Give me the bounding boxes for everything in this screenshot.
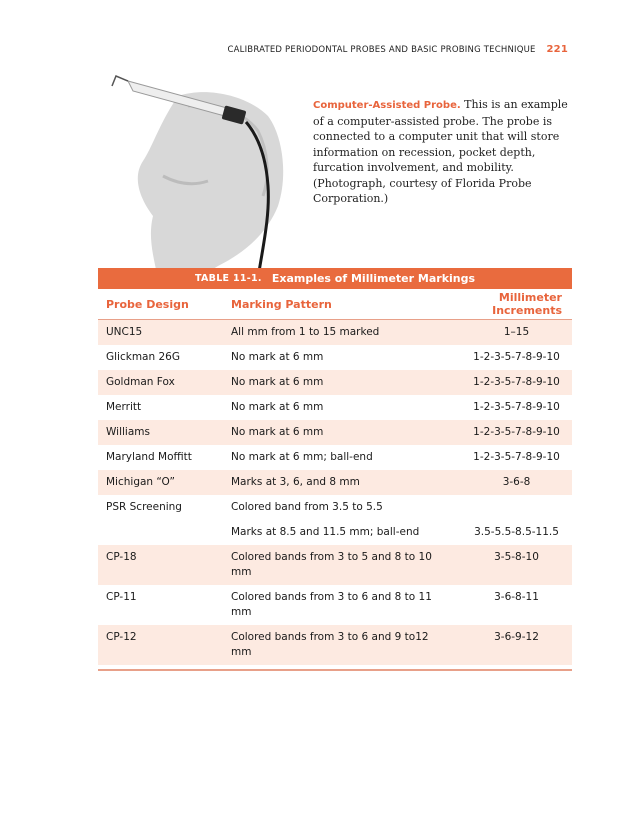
increments-cell: 1–15 bbox=[503, 326, 530, 338]
marking-pattern-cell: Colored bands from 3 to 5 and 8 to 10 mm bbox=[231, 551, 432, 578]
marking-pattern-cell: Marks at 3, 6, and 8 mm bbox=[231, 476, 360, 488]
probe-design-cell: UNC15 bbox=[106, 326, 143, 338]
table-row bbox=[98, 625, 572, 665]
increments-cell: 3.5-5.5-8.5-11.5 bbox=[474, 526, 559, 538]
table-row bbox=[98, 585, 572, 625]
table-title-bar bbox=[98, 268, 572, 289]
increments-cell: 3-6-8 bbox=[502, 476, 531, 488]
marking-pattern-cell: Colored bands from 3 to 6 and 8 to 11 mm bbox=[231, 591, 432, 618]
probe-design-cell: CP-11 bbox=[106, 591, 137, 603]
increments-cell: 1-2-3-5-7-8-9-10 bbox=[473, 451, 560, 463]
table-row bbox=[98, 370, 572, 395]
table-bottom-rule bbox=[98, 669, 572, 671]
table-label: TABLE 11-1. bbox=[194, 273, 262, 284]
probe-design-cell: Goldman Fox bbox=[106, 376, 175, 388]
table-title: Examples of Millimeter Markings bbox=[271, 272, 476, 285]
page-number: 221 bbox=[546, 44, 568, 55]
probe-photo bbox=[98, 66, 303, 278]
probe-design-cell: Glickman 26G bbox=[106, 351, 180, 363]
caption-title: Computer-Assisted Probe. bbox=[313, 100, 461, 111]
increments-cell bbox=[441, 500, 572, 515]
probe-hand-illustration bbox=[98, 66, 303, 278]
table-row bbox=[98, 320, 572, 345]
marking-pattern-cell: Colored bands from 3 to 6 and 9 to12 mm bbox=[231, 631, 429, 658]
probe-design-cell: CP-18 bbox=[106, 551, 137, 563]
table-column-headers bbox=[98, 289, 572, 320]
marking-pattern-cell: No mark at 6 mm bbox=[231, 401, 324, 413]
probe-design-cell: CP-12 bbox=[106, 631, 137, 643]
markings-table bbox=[98, 268, 572, 671]
marking-pattern-cell: No mark at 6 mm bbox=[231, 426, 324, 438]
table-row bbox=[98, 395, 572, 420]
probe-design-cell: PSR Screening bbox=[106, 501, 182, 513]
increments-cell: 1-2-3-5-7-8-9-10 bbox=[473, 351, 560, 363]
marking-pattern-cell: No mark at 6 mm bbox=[231, 376, 324, 388]
probe-design-cell bbox=[98, 525, 231, 540]
probe-design-cell: Maryland Moffitt bbox=[106, 451, 192, 463]
caption-body: This is an example of a computer-assisted probe. The probe is connected to a computer unit that will store information on recession, pocket depth, furcation involvement, and mobility. (Photograph, courtesy of Florida Probe Corporation.) bbox=[313, 98, 568, 205]
marking-pattern-cell: Marks at 8.5 and 11.5 mm; ball-end bbox=[231, 526, 420, 538]
marking-pattern-cell: All mm from 1 to 15 marked bbox=[231, 326, 380, 338]
increments-cell: 3-5-8-10 bbox=[494, 551, 539, 563]
increments-cell: 3-6-8-11 bbox=[494, 591, 539, 603]
probe-design-cell: Michigan “O” bbox=[106, 476, 175, 488]
table-row bbox=[98, 445, 572, 470]
increments-cell: 1-2-3-5-7-8-9-10 bbox=[473, 401, 560, 413]
table-row bbox=[98, 420, 572, 445]
table-row bbox=[98, 520, 572, 545]
marking-pattern-cell: No mark at 6 mm; ball-end bbox=[231, 451, 373, 463]
figure-caption bbox=[313, 97, 575, 207]
probe-design-cell: Merritt bbox=[106, 401, 142, 413]
marking-pattern-cell: No mark at 6 mm bbox=[231, 351, 324, 363]
table-row bbox=[98, 345, 572, 370]
column-header-increments: Millimeter Increments bbox=[492, 291, 562, 317]
running-head bbox=[228, 44, 569, 55]
column-header-pattern: Marking Pattern bbox=[231, 297, 332, 311]
running-head-text: CALIBRATED PERIODONTAL PROBES AND BASIC PROBING TECHNIQUE bbox=[227, 45, 536, 55]
column-header-design: Probe Design bbox=[106, 297, 189, 311]
table-body bbox=[98, 320, 572, 665]
increments-cell: 1-2-3-5-7-8-9-10 bbox=[473, 426, 560, 438]
marking-pattern-cell: Colored band from 3.5 to 5.5 bbox=[231, 501, 383, 513]
table-row bbox=[98, 470, 572, 495]
table-row bbox=[98, 545, 572, 585]
increments-cell: 1-2-3-5-7-8-9-10 bbox=[473, 376, 560, 388]
increments-cell: 3-6-9-12 bbox=[494, 631, 539, 643]
table-row bbox=[98, 495, 572, 520]
probe-design-cell: Williams bbox=[106, 426, 150, 438]
